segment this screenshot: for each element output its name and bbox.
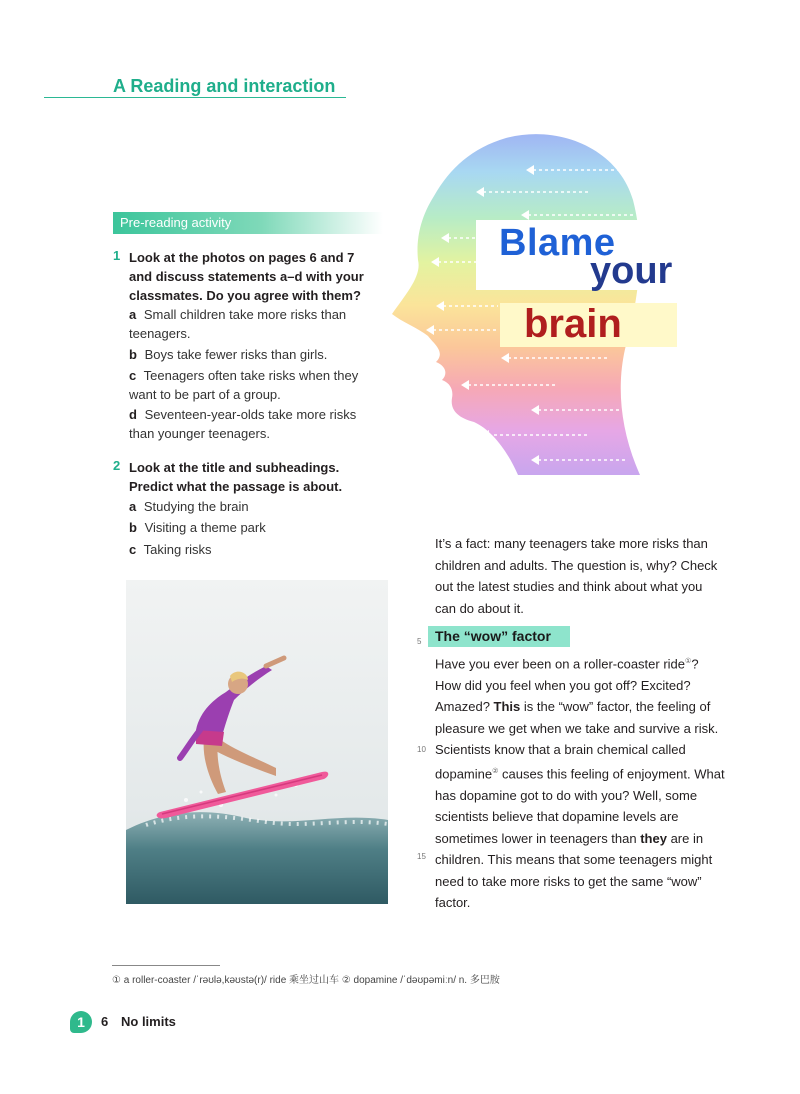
q2-option-c bbox=[129, 540, 379, 559]
q1-option-d bbox=[129, 405, 379, 443]
line-number: 5 bbox=[417, 637, 422, 646]
line-number: 10 bbox=[417, 745, 426, 754]
option-letter: d bbox=[129, 407, 137, 422]
option-text: Seventeen-year-olds take more risks than younger teenagers. bbox=[129, 407, 357, 441]
option-letter: a bbox=[129, 499, 137, 514]
pre-reading-banner: Pre-reading activity bbox=[113, 212, 383, 234]
option-letter: c bbox=[129, 368, 137, 383]
headline-blame: Blame bbox=[499, 222, 616, 264]
subheading-wow-factor: The “wow” factor bbox=[428, 626, 570, 647]
headline-brain: brain bbox=[524, 302, 622, 346]
surfer-photo bbox=[126, 580, 388, 904]
headline-your: your bbox=[590, 250, 673, 292]
footnote-ref-1: ① bbox=[685, 658, 692, 665]
option-text: Studying the brain bbox=[143, 499, 249, 514]
question-1-text: Look at the photos on pages 6 and 7 and discuss statements a–d with your classmates. Do you agree with them? bbox=[129, 250, 364, 303]
body-text: Have you ever been on a roller-coaster ride bbox=[435, 656, 686, 672]
footnote: ① a roller-coaster /ˈrəʊlə,kəʊstə(r)/ ride 乘坐过山车 ② dopamine /ˈdəʊpəmiːn/ n. 多巴胺 bbox=[112, 975, 500, 986]
option-text: Visiting a theme park bbox=[144, 520, 266, 535]
q1-option-b bbox=[129, 345, 379, 364]
question-2-number: 2 bbox=[113, 458, 121, 473]
option-letter: b bbox=[129, 520, 137, 535]
unit-title: No limits bbox=[121, 1014, 176, 1029]
section-title: A Reading and interaction bbox=[113, 76, 336, 96]
option-text: Boys take fewer risks than girls. bbox=[144, 347, 328, 362]
option-text: Teenagers often take risks when they want to be part of a group. bbox=[129, 368, 359, 402]
option-text: Small children take more risks than teenagers. bbox=[129, 307, 347, 341]
footnote-divider bbox=[112, 965, 220, 966]
q2-option-b bbox=[129, 518, 379, 537]
body-text: ? How did you feel when you got off? Excited? Amazed? bbox=[435, 656, 699, 715]
body-text: causes this feeling of enjoyment. What has dopamine got to do with you? Well, some scientists believe that dopamine levels are sometimes lower in teenagers than bbox=[435, 766, 725, 846]
option-letter: c bbox=[129, 542, 137, 557]
q1-option-a bbox=[129, 305, 379, 343]
unit-badge: 1 bbox=[70, 1011, 92, 1033]
intro-paragraph: It’s a fact: many teenagers take more risks than children and adults. The question is, why? Check out the latest studies and think about what you can do about it. bbox=[435, 536, 718, 616]
body-paragraph bbox=[435, 651, 725, 914]
body-bold-this: This bbox=[493, 699, 521, 715]
option-text: Taking risks bbox=[143, 542, 212, 557]
q1-option-c bbox=[129, 366, 379, 404]
page-number: 6 bbox=[101, 1014, 109, 1029]
body-text: is the “wow” factor, the feeling of pleasure we get when we take and survive a risk. Scientists know that a brain chemical called dopamine bbox=[435, 699, 719, 782]
body-text: are in children. This means that some teenagers might need to take more risks to get the same “wow” factor. bbox=[435, 830, 713, 911]
section-divider bbox=[44, 97, 346, 98]
option-letter: b bbox=[129, 347, 137, 362]
q2-option-a bbox=[129, 497, 379, 516]
footnote-ref-2: ② bbox=[492, 767, 499, 775]
question-2-text: Look at the title and subheadings. Predict what the passage is about. bbox=[129, 460, 343, 494]
question-1-number: 1 bbox=[113, 248, 121, 263]
line-number: 15 bbox=[417, 852, 426, 861]
body-bold-they: they bbox=[640, 830, 667, 846]
option-letter: a bbox=[129, 307, 137, 322]
